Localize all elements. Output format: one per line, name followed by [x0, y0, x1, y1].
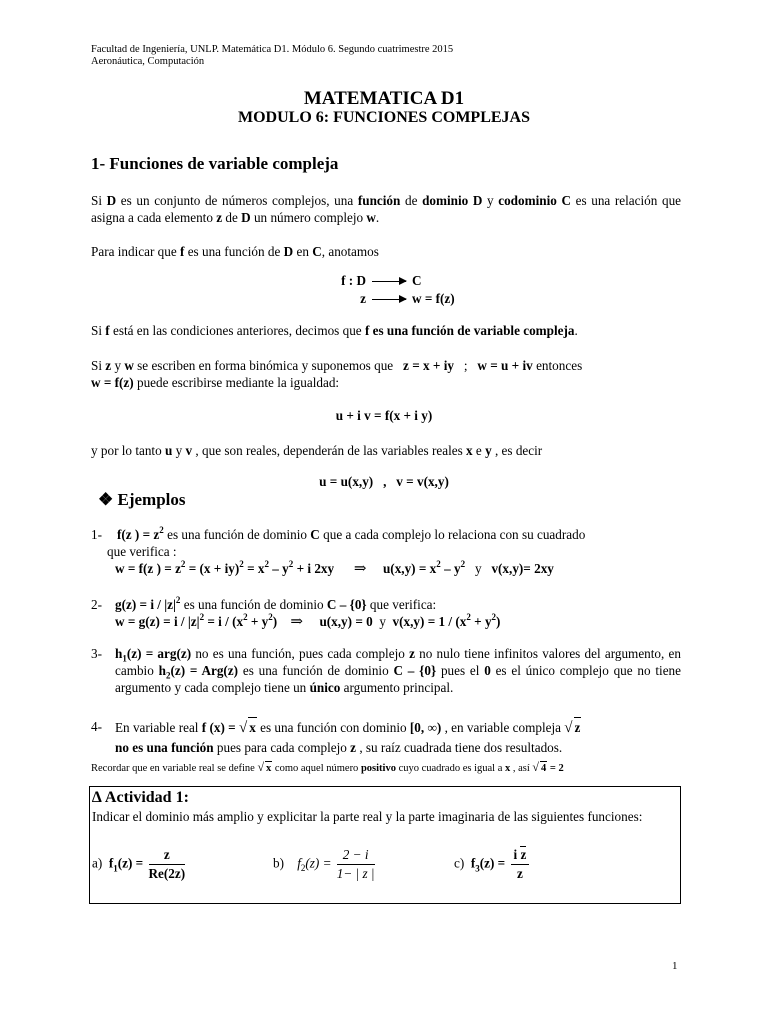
paragraph-binomica: Si z y w se escriben en forma binómica y suponemos que z = x + iy ; w = u + iv entonces w = f(z) puede escribirse mediante la igualdad:	[91, 358, 583, 390]
activity-item-c: c) $f_3(z)$ = $\frac{\text{i z}}{z}$	[454, 847, 531, 882]
paragraph-definition: Si D es un conjunto de números complejos, una función de dominio D y codominio C es una relación que asigna a cada elemento z de D un número complejo w.	[91, 193, 682, 225]
equation-uxy: u = u(x,y) , v = v(x,y)	[319, 474, 449, 489]
activity-text: Indicar el dominio más amplio y explicitar la parte real y la parte imaginaria de las siguientes funciones:	[92, 809, 643, 824]
section-heading: 1- Funciones de variable compleja	[91, 154, 339, 173]
example-1: 1- f(z ) = $z^2$ es una función de dominio C que a cada complejo lo relaciona con su cuadrado que verifica : w = f(z ) = $z^2 = (x + iy)^2 = x^2 - y^2 + i$ 2xy ⇒ $u(x,y) = x^2 - y^2$ y v(x,y)= 2xy	[91, 524, 586, 577]
sqrt-icon: √	[257, 760, 265, 774]
paragraph-variable-compleja: Si f está en las condiciones anteriores, decimos que f es una función de variable compleja.	[91, 323, 578, 338]
activity-box	[89, 786, 681, 904]
activity-heading: ∆ Actividad 1:	[92, 789, 189, 806]
sqrt-icon: √	[532, 760, 540, 774]
page-header-line2: Aeronáutica, Computación	[91, 56, 205, 67]
page-title: MATEMATICA D1	[303, 88, 465, 109]
paragraph-notation: Para indicar que f es una función de D en C, anotamos	[91, 244, 379, 259]
mapping-notation: f : D C z w = f(z)	[341, 273, 455, 306]
example-2: 2- $g(z) = i / |z|^2$ es una función de dominio C – {0} que verifica: $w = g(z) = i / |z|^2 = i / (x^2 + y^2)$ ⇒ u(x,y) = 0 y $v(x,y) = 1 / (x^2 + y^2)$	[91, 594, 501, 630]
page-number: 1	[672, 960, 678, 972]
activity-item-a: a) $f_1(z)$ = $\frac{z}{Re(2z)}$	[92, 847, 186, 881]
equation-uv: u + i v = f(x + i y)	[335, 408, 433, 423]
example-4: 4- En variable real f (x) = √ x es una función con dominio [0, ∞) , en variable compleja √ z no es una función pues para cada complejo z , su raíz cuadrada tiene dos resultados.	[91, 719, 581, 755]
sqrt-icon: √	[238, 720, 248, 736]
examples-heading: ❖ Ejemplos	[98, 490, 186, 509]
right-arrow-icon	[372, 281, 406, 282]
page-subtitle: MODULO 6: FUNCIONES COMPLEJAS	[237, 109, 530, 126]
activity-item-b: b) $f_2(z)$ = $\frac{2 - i}{1- | z |}$	[273, 847, 375, 881]
paragraph-por-lo-tanto: y por lo tanto u y v , que son reales, dependerán de las variables reales x e y , es decir	[91, 443, 543, 458]
example-3: 3- $h_1(z) = arg(z)$ no es una función, pues cada complejo z no nulo tiene infinitos valores del argumento, en cambio $h_2(z) = Arg(z)$ es una función de dominio C – {0} pues el 0 es el único complejo que no tiene argumento y cada complejo tiene un único argumento principal.	[91, 646, 682, 695]
note-sqrt: Recordar que en variable real se define √ x como aquel número positivo cuyo cuadrado es igual a x , así √ 4 = 2	[91, 760, 564, 774]
right-arrow-icon	[372, 299, 406, 300]
page-header-line1: Facultad de Ingeniería, UNLP. Matemática D1. Módulo 6. Segundo cuatrimestre 2015	[91, 44, 454, 55]
sqrt-icon: √	[564, 720, 573, 736]
